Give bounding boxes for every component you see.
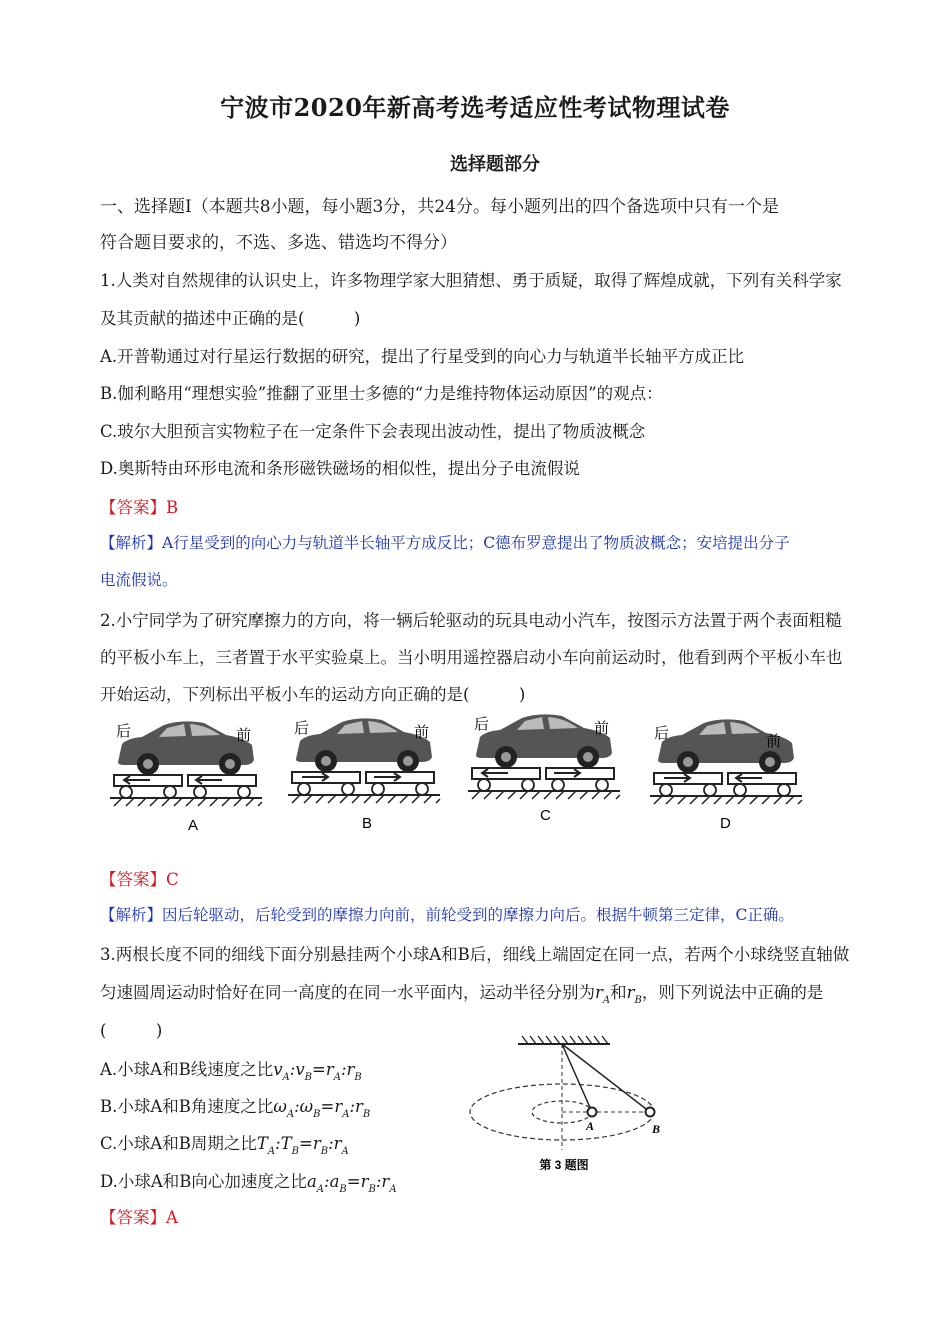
q3-answer bbox=[100, 1204, 178, 1228]
radius-b: $r_B$ bbox=[626, 983, 642, 1006]
figure-b-option-label: B bbox=[362, 815, 373, 832]
q3-fig-label-b: B bbox=[652, 1122, 661, 1136]
answer-tag: 【答案】 bbox=[100, 1208, 166, 1227]
q2-answer bbox=[100, 866, 179, 890]
q1-option-b: B.伽利略用“理想实验”推翻了亚里士多德的“力是维持物体运动原因”的观点： bbox=[100, 384, 663, 403]
q3-stem-and: 和 bbox=[610, 983, 627, 1002]
q3-option-d bbox=[100, 1168, 397, 1195]
q1-stem-line2: 及其贡献的描述中正确的是( ) bbox=[100, 309, 361, 328]
q3-option-a bbox=[100, 1056, 362, 1083]
analysis-text: 因后轮驱动，后轮受到的摩擦力向前，前轮受到的摩擦力向后。根据牛顿第三定律，C正确。 bbox=[162, 906, 794, 924]
q1-option-a: A.开普勒通过对行星运行数据的研究，提出了行星受到的向心力与轨道半长轴平方成正比 bbox=[100, 347, 745, 366]
figure-b bbox=[288, 718, 440, 832]
figure-a-back-label: 后 bbox=[116, 723, 132, 740]
q2-stem-line2: 的平板小车上，三者置于水平实验桌上。当小明用遥控器启动小车向前运动时，他看到两个平板小车也 bbox=[100, 648, 843, 667]
section-subtitle: 选择题部分 bbox=[450, 154, 540, 175]
q3-fig-label-a: A bbox=[586, 1119, 595, 1133]
figure-b-back-label: 后 bbox=[294, 720, 310, 737]
answer-value: A bbox=[166, 1208, 178, 1227]
figure-a bbox=[110, 721, 262, 834]
q2-analysis-line1 bbox=[100, 903, 794, 925]
figure-c-front-label: 前 bbox=[594, 720, 610, 737]
q3-option-a-text: A.小球A和B线速度之比 bbox=[100, 1060, 274, 1079]
figure-d-front-label: 前 bbox=[766, 733, 782, 750]
q3-stem-line2 bbox=[100, 979, 824, 1006]
figure-d bbox=[650, 719, 802, 832]
section-instructions-line2: 符合题目要求的，不选、多选、错选均不得分） bbox=[100, 233, 457, 253]
q1-stem-line1: 1.人类对自然规律的认识史上，许多物理学家大胆猜想、勇于质疑，取得了辉煌成就，下列有关科学家 bbox=[100, 271, 842, 290]
figure-b-front-label: 前 bbox=[414, 724, 430, 741]
q3-fig-caption: 第 3 题图 bbox=[539, 1158, 589, 1172]
q1-option-c: C.玻尔大胆预言实物粒子在一定条件下会表现出波动性，提出了物质波概念 bbox=[100, 422, 646, 441]
q1-option-d: D.奥斯特由环形电流和条形磁铁磁场的相似性，提出分子电流假说 bbox=[100, 459, 580, 478]
q3-stem-text: 匀速圆周运动时恰好在同一高度的在同一水平面内，运动半径分别为 bbox=[100, 983, 595, 1002]
q3-option-d-formula: $a_A:a_B=r_B:r_A$ bbox=[306, 1172, 397, 1195]
radius-a: $r_A$ bbox=[595, 983, 611, 1006]
q1-analysis-line1 bbox=[100, 531, 790, 553]
q3-stem-text-end: ，则下列说法中正确的是 bbox=[641, 983, 824, 1002]
q1-analysis-line2: 电流假说。 bbox=[100, 571, 178, 589]
q3-stem-line3: ( ) bbox=[100, 1021, 163, 1040]
answer-tag: 【答案】 bbox=[100, 870, 166, 889]
q2-stem-line1: 2.小宁同学为了研究摩擦力的方向，将一辆后轮驱动的玩具电动小汽车，按图示方法置于两个表面粗糙 bbox=[100, 611, 842, 630]
q3-figure bbox=[462, 1032, 672, 1182]
q3-option-d-text: D.小球A和B向心加速度之比 bbox=[100, 1172, 307, 1191]
figure-a-front-label: 前 bbox=[236, 727, 252, 744]
analysis-tag: 【解析】 bbox=[100, 906, 163, 924]
section-instructions-line1: 一、选择题Ⅰ（本题共8小题，每小题3分，共24分。每小题列出的四个备选项中只有一个是 bbox=[100, 197, 779, 217]
q3-option-b bbox=[100, 1093, 371, 1120]
q3-option-a-formula: $v_A:v_B=r_A:r_B$ bbox=[273, 1060, 362, 1083]
analysis-text: A行星受到的向心力与轨道半长轴平方成反比；C德布罗意提出了物质波概念；安培提出分子 bbox=[162, 534, 790, 552]
q3-option-c-formula: $T_A:T_B=r_B:r_A$ bbox=[256, 1134, 349, 1157]
figure-c-option-label: C bbox=[540, 807, 551, 824]
figure-a-option-label: A bbox=[188, 817, 199, 834]
q1-answer bbox=[100, 494, 178, 518]
q3-option-c bbox=[100, 1130, 349, 1157]
figure-d-back-label: 后 bbox=[654, 725, 670, 742]
answer-tag: 【答案】 bbox=[100, 498, 166, 517]
q3-stem-line1: 3.两根长度不同的细线下面分别悬挂两个小球A和B后，细线上端固定在同一点，若两个小球绕竖直轴做 bbox=[100, 945, 850, 964]
q2-stem-line3: 开始运动，下列标出平板小车的运动方向正确的是( ) bbox=[100, 685, 526, 704]
q3-option-c-text: C.小球A和B周期之比 bbox=[100, 1134, 257, 1153]
q2-figures bbox=[110, 705, 810, 835]
q3-option-b-text: B.小球A和B角速度之比 bbox=[100, 1097, 274, 1116]
answer-value: C bbox=[166, 870, 179, 889]
page-title: 宁波市2020年新高考选考适应性考试物理试卷 bbox=[220, 93, 730, 122]
analysis-tag: 【解析】 bbox=[100, 534, 163, 552]
answer-value: B bbox=[166, 498, 179, 517]
figure-d-option-label: D bbox=[720, 815, 731, 832]
q3-option-b-formula: $\omega_A:\omega_B=r_A:r_B$ bbox=[273, 1097, 371, 1120]
figure-c-back-label: 后 bbox=[474, 716, 490, 733]
figure-c bbox=[468, 714, 620, 824]
